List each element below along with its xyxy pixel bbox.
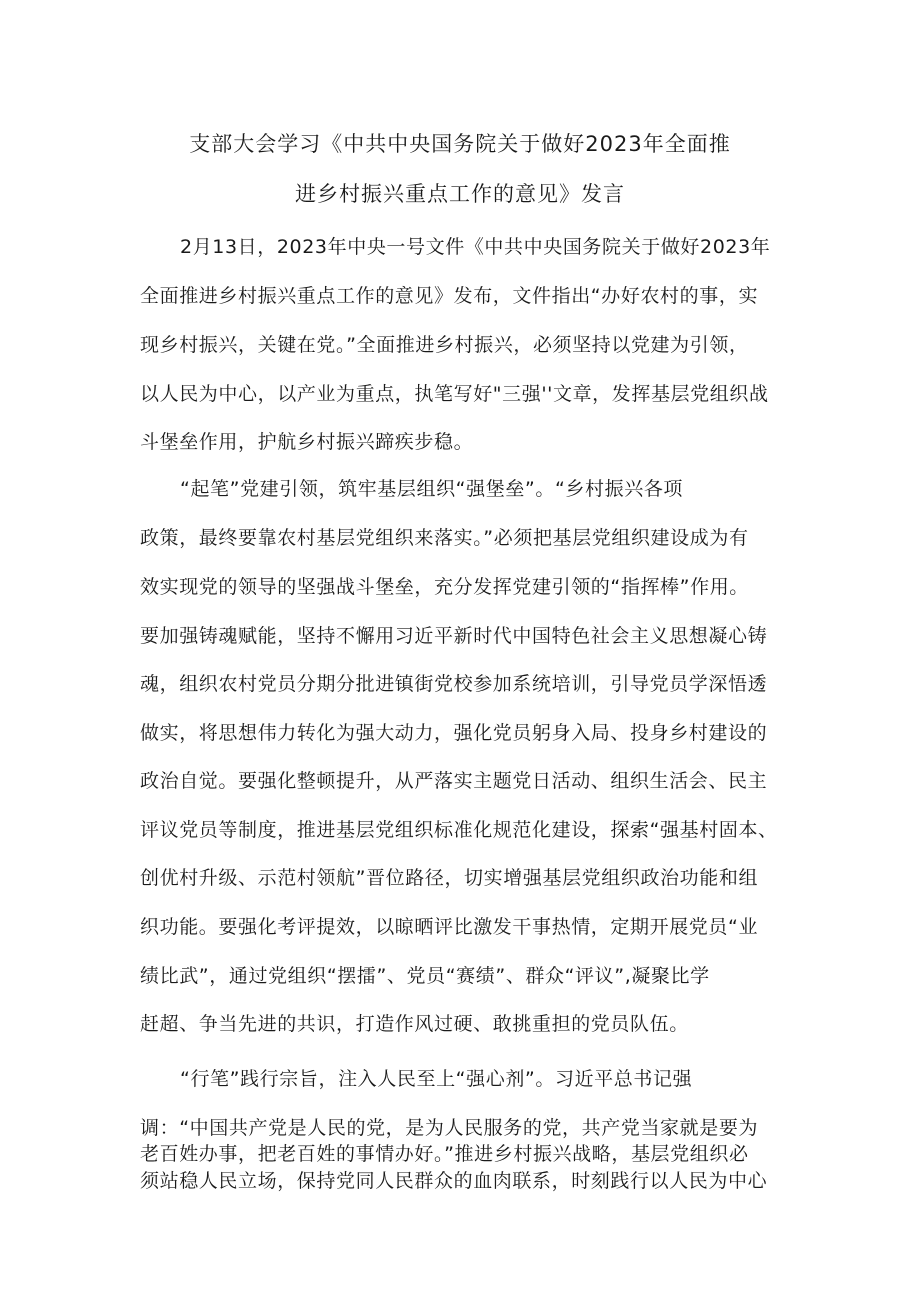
document-title-line-2: 进乡村振兴重点工作的意见》发言 bbox=[295, 182, 625, 206]
paragraph-line: 创优村升级、示范村领航”晋位路径，切实增强基层党组织政治功能和组 bbox=[140, 867, 759, 889]
paragraph-line: 斗堡垒作用，护航乡村振兴蹄疾步稳。 bbox=[140, 431, 474, 453]
paragraph-line: “起笔”党建引领，筑牢基层组织“强堡垒”。“乡村振兴各项 bbox=[180, 478, 684, 500]
paragraph-line: 调：“中国共产党是人民的党，是为人民服务的党，共产党当家就是要为 bbox=[140, 1117, 759, 1139]
paragraph-line: 2月13日，2023年中央一号文件《中共中央国务院关于做好2023年 bbox=[180, 236, 771, 258]
paragraph-line: 绩比武”，通过党组织“摆擂”、党员“赛绩”、群众“评议”,凝聚比学 bbox=[140, 965, 710, 987]
paragraph-line: “行笔”践行宗旨，注入人民至上“强心剂”。习近平总书记强 bbox=[180, 1068, 693, 1090]
paragraph-line: 政治自觉。要强化整顿提升，从严落实主题党日活动、组织生活会、民主 bbox=[140, 770, 768, 792]
paragraph-line: 政策，最终要靠农村基层党组织来落实。”必须把基层党组织建设成为有 bbox=[140, 527, 749, 549]
paragraph-line: 魂，组织农村党员分期分批进镇街党校参加系统培训，引导党员学深悟透 bbox=[140, 673, 768, 695]
paragraph-line: 老百姓办事，把老百姓的事情办好。”推进乡村振兴战略，基层党组织必 bbox=[140, 1143, 749, 1165]
document-title-line-1: 支部大会学习《中共中央国务院关于做好2023年全面推 bbox=[189, 132, 731, 156]
paragraph-line: 现乡村振兴，关键在党。”全面推进乡村振兴，必须坚持以党建为引领， bbox=[140, 334, 749, 356]
paragraph-line: 以人民为中心，以产业为重点，执笔写好"三强''文章，发挥基层党组织战 bbox=[140, 383, 769, 405]
paragraph-line: 评议党员等制度，推进基层党组织标准化规范化建设，探索“强基村固本、 bbox=[140, 819, 778, 841]
paragraph-line: 赶超、争当先进的共识，打造作风过硬、敢挑重担的党员队伍。 bbox=[140, 1013, 689, 1035]
paragraph-line: 做实，将思想伟力转化为强大动力，强化党员躬身入局、投身乡村建设的 bbox=[140, 722, 768, 744]
paragraph-line: 织功能。要强化考评提效，以晾晒评比激发干事热情，定期开展党员“业 bbox=[140, 916, 759, 938]
paragraph-line: 要加强铸魂赋能，坚持不懈用习近平新时代中国特色社会主义思想凝心铸 bbox=[140, 625, 768, 647]
paragraph-line: 全面推进乡村振兴重点工作的意见》发布，文件指出“办好农村的事，实 bbox=[140, 285, 759, 307]
paragraph-line: 效实现党的领导的坚强战斗堡垒，充分发挥党建引领的“指挥棒”作用。 bbox=[140, 576, 749, 598]
paragraph-line: 须站稳人民立场，保持党同人民群众的血肉联系，时刻践行以人民为中心 bbox=[140, 1170, 768, 1192]
